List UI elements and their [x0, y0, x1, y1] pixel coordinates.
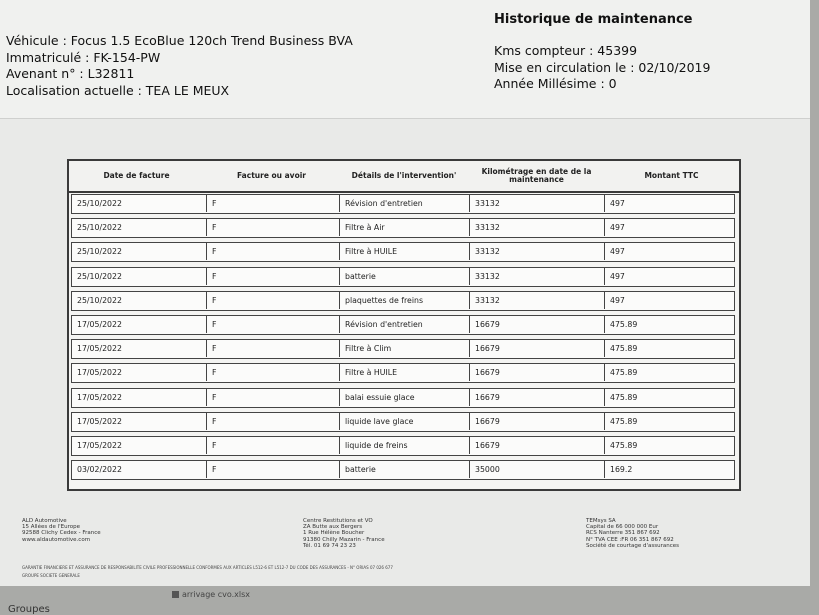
cell-invoice-date: 17/05/2022	[72, 364, 207, 381]
cell-intervention: batterie	[340, 461, 470, 478]
vehicle-location: Localisation actuelle : TEA LE MEUX	[6, 82, 230, 98]
table-header	[69, 161, 739, 193]
table-row	[71, 363, 735, 383]
cell-mileage: 16679	[470, 340, 605, 357]
vehicle-plate: Immatriculé : FK-154-PW	[6, 49, 161, 65]
cell-mileage: 35000	[470, 461, 605, 478]
cell-invoice-date: 17/05/2022	[72, 389, 207, 406]
cell-intervention: batterie	[340, 268, 470, 285]
table-row	[71, 388, 735, 408]
footer-center-line: Centre Restitutions et VO	[303, 518, 373, 524]
header-intervention: Détails de l'intervention'	[351, 171, 457, 180]
footer-right-line: N° TVA CEE :FR 06 351 867 692	[586, 536, 674, 543]
footer-center-line: Tél. 01 69 74 23 23	[303, 542, 356, 549]
footer-center-line: 91380 Chilly Mazarin - France	[303, 536, 385, 543]
cell-intervention: liquide de freins	[340, 437, 470, 454]
cell-invoice-type: F	[207, 364, 340, 381]
cell-invoice-type: F	[207, 413, 340, 430]
table-row	[71, 218, 735, 238]
footer-right-line: Société de courtage d'assurances	[586, 542, 679, 549]
cell-invoice-date: 03/02/2022	[72, 461, 207, 478]
header-invoice-date: Date de facture	[103, 171, 170, 180]
footer-company-right	[586, 518, 679, 549]
cell-mileage: 33132	[470, 195, 605, 212]
cell-mileage: 16679	[470, 437, 605, 454]
cell-intervention: balai essuie glace	[340, 389, 470, 406]
cell-invoice-date: 25/10/2022	[72, 243, 207, 260]
cell-invoice-type: F	[207, 219, 340, 236]
footer-company-left	[22, 518, 101, 543]
cell-intervention: liquide lave glace	[340, 413, 470, 430]
cell-mileage: 33132	[470, 219, 605, 236]
spreadsheet-tab-label: arrivage cvo.xlsx	[182, 590, 251, 599]
cell-mileage: 16679	[470, 364, 605, 381]
table-row	[71, 436, 735, 456]
maintenance-table	[67, 159, 741, 491]
model-year: Année Millésime : 0	[494, 76, 617, 91]
table-row	[71, 242, 735, 262]
cell-invoice-date: 17/05/2022	[72, 340, 207, 357]
cell-mileage: 33132	[470, 268, 605, 285]
cell-amount: 497	[610, 271, 625, 281]
cell-invoice-type: F	[207, 437, 340, 454]
cell-mileage: 16679	[470, 413, 605, 430]
cell-intervention: Révision d'entretien	[340, 316, 470, 333]
table-row	[71, 267, 735, 287]
header-mileage: Kilométrage en date de la maintenance	[481, 167, 592, 184]
cell-amount: 475.89	[610, 416, 638, 426]
cell-invoice-type: F	[207, 461, 340, 478]
group-name: GROUPE SOCIETE GENERALE	[22, 573, 80, 578]
footer-center-line: 1 Rue Hélène Boucher	[303, 530, 365, 537]
groups-label: Groupes	[8, 604, 50, 615]
cell-amount: 169.2	[610, 465, 633, 475]
cell-intervention: Filtre à Air	[340, 219, 470, 236]
cell-invoice-type: F	[207, 292, 340, 309]
maintenance-info	[494, 43, 710, 93]
footer-left-line: ALD Automotive	[22, 518, 67, 524]
cell-amount: 497	[610, 247, 625, 257]
spreadsheet-tab[interactable]	[172, 590, 250, 599]
footer-left-line: www.aldautomotive.com	[22, 536, 91, 543]
cell-intervention: Révision d'entretien	[340, 195, 470, 212]
cell-intervention: plaquettes de freins	[340, 292, 470, 309]
vehicle-model: Véhicule : Focus 1.5 EcoBlue 120ch Trend Business BVA	[6, 33, 353, 48]
cell-mileage: 33132	[470, 292, 605, 309]
footer-center-line: ZA Butte aux Bergers	[303, 524, 363, 531]
cell-invoice-type: F	[207, 389, 340, 406]
cell-invoice-date: 25/10/2022	[72, 292, 207, 309]
vehicle-amendment: Avenant n° : L32811	[6, 66, 135, 81]
table-row	[71, 339, 735, 359]
table-row	[71, 315, 735, 335]
cell-invoice-date: 25/10/2022	[72, 268, 207, 285]
document-header	[0, 0, 810, 119]
header-amount: Montant TTC	[644, 171, 699, 180]
table-row	[71, 291, 735, 311]
odometer: Kms compteur : 45399	[494, 43, 638, 58]
cell-amount: 475.89	[610, 441, 638, 450]
header-invoice-type: Facture ou avoir	[237, 171, 306, 180]
cell-amount: 475.89	[610, 344, 638, 354]
legal-notice: GARANTIE FINANCIERE ET ASSURANCE DE RESPONSABILITE CIVILE PROFESSIONNELLE CONFORMES AUX ARTICLES L512-6 ET L512-7 DU CODE DES ASSURANCES - N° ORIAS 07 026 677	[22, 565, 393, 570]
cell-invoice-type: F	[207, 243, 340, 260]
cell-amount: 497	[610, 295, 625, 305]
cell-amount: 475.89	[610, 320, 638, 329]
cell-amount: 475.89	[610, 368, 638, 378]
cell-intervention: Filtre à HUILE	[340, 364, 470, 381]
footer-company-center	[303, 518, 385, 549]
cell-mileage: 16679	[470, 316, 605, 333]
excel-file-icon	[172, 591, 179, 598]
table-row	[71, 460, 735, 480]
cell-invoice-type: F	[207, 316, 340, 333]
cell-invoice-date: 25/10/2022	[72, 219, 207, 236]
cell-intervention: Filtre à HUILE	[340, 243, 470, 260]
cell-intervention: Filtre à Clim	[340, 340, 470, 357]
footer-left-line: 92588 Clichy Cedex - France	[22, 530, 101, 537]
table-row	[71, 194, 735, 214]
cell-invoice-type: F	[207, 340, 340, 357]
footer-left-line: 15 Allées de l'Europe	[22, 524, 80, 531]
cell-invoice-date: 17/05/2022	[72, 413, 207, 430]
cell-amount: 497	[610, 223, 625, 233]
maintenance-title: Historique de maintenance	[494, 12, 693, 27]
cell-invoice-type: F	[207, 268, 340, 285]
cell-mileage: 33132	[470, 243, 605, 260]
cell-amount: 497	[610, 199, 625, 208]
footer-right-line: RCS Nanterre 351 867 692	[586, 530, 660, 537]
vehicle-info	[6, 33, 353, 99]
cell-invoice-date: 17/05/2022	[72, 316, 207, 333]
cell-invoice-date: 17/05/2022	[72, 437, 207, 454]
footer-right-line: TEMsys SA	[586, 518, 616, 524]
cell-invoice-date: 25/10/2022	[72, 195, 207, 212]
cell-mileage: 16679	[470, 389, 605, 406]
cell-invoice-type: F	[207, 195, 340, 212]
footer-right-line: Capital de 66 000 000 Eur	[586, 524, 659, 531]
table-row	[71, 412, 735, 432]
registration-date: Mise en circulation le : 02/10/2019	[494, 59, 711, 75]
cell-amount: 475.89	[610, 392, 638, 402]
